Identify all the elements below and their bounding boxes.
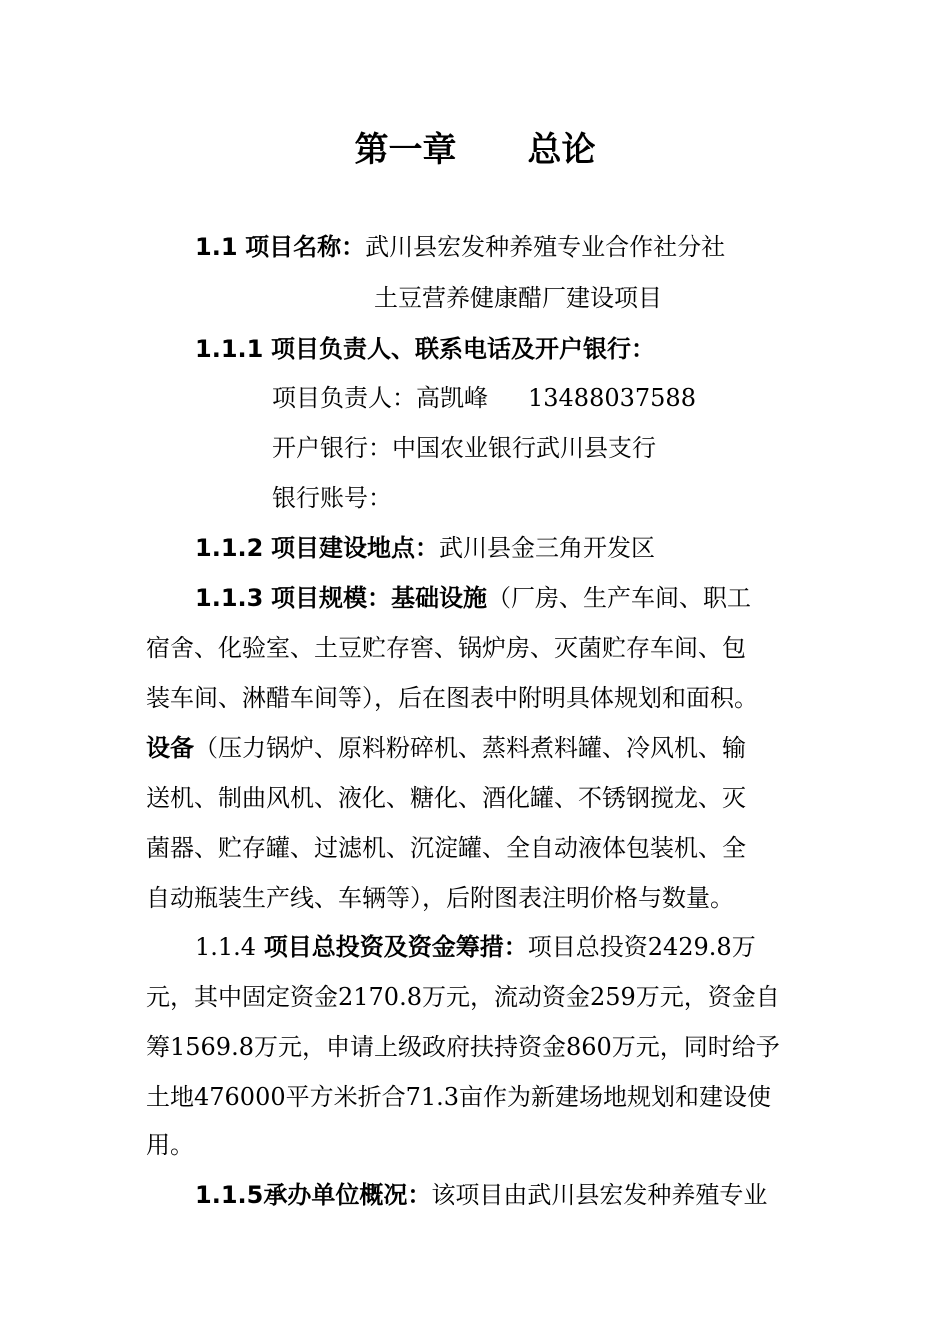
section-1-1-3-line-1 <box>195 581 751 615</box>
section-1-1-1-heading <box>195 332 655 366</box>
section-1-1-4-line-2: 元，其中固定资金2170.8万元，流动资金259万元，资金自 <box>146 983 780 1011</box>
person-in-charge-line <box>272 381 696 415</box>
section-1-1-line-2: 土豆营养健康醋厂建设项目 <box>374 284 662 312</box>
section-1-1-4-number: 1.1.4 <box>195 933 257 961</box>
section-1-1-2-value: 武川县金三角开发区 <box>438 534 655 562</box>
section-1-1-2-label: 项目建设地点： <box>270 534 439 562</box>
chapter-title: 第一章 总论 <box>354 130 596 170</box>
section-1-1-label: 项目名称： <box>245 233 366 261</box>
section-1-1-line-1 <box>195 230 725 264</box>
section-1-1-2-line <box>195 531 655 565</box>
section-1-1-3-line-2: 宿舍、化验室、土豆贮存窖、锅炉房、灭菌贮存车间、包 <box>146 634 746 662</box>
section-1-1-5-label: 承办单位概况： <box>263 1181 432 1209</box>
section-1-1-4-line-5: 用。 <box>146 1131 194 1159</box>
bank-account-line: 银行账号： <box>272 484 392 512</box>
section-1-1-3-line-5: 送机、制曲风机、液化、糖化、酒化罐、不锈钢搅龙、灭 <box>146 784 746 812</box>
person-label: 项目负责人： <box>272 384 416 412</box>
phone-number: 13488037588 <box>528 384 696 412</box>
section-1-1-3-line-3: 装车间、淋醋车间等），后在图表中附明具体规划和面积。 <box>146 684 758 712</box>
section-1-1-4-line-3: 筹1569.8万元，申请上级政府扶持资金860万元，同时给予 <box>146 1033 780 1061</box>
infrastructure-label: 基础设施 <box>390 584 487 612</box>
section-1-1-4-line-4: 土地476000平方米折合71.3亩作为新建场地规划和建设使 <box>146 1083 772 1111</box>
section-1-1-5-number: 1.1.5 <box>195 1181 264 1209</box>
section-1-1-4-text-1: 项目总投资2429.8万 <box>527 933 756 961</box>
section-1-1-3-text-1: （厂房、生产车间、职工 <box>486 584 751 612</box>
section-1-1-3-text-4: （压力锅炉、原料粉碎机、蒸料煮料罐、冷风机、输 <box>194 734 746 762</box>
section-1-1-3-line-4 <box>146 731 746 765</box>
bank-name: 中国农业银行武川县支行 <box>392 434 656 462</box>
bank-line <box>272 431 656 465</box>
section-1-1-3-line-6: 菌器、贮存罐、过滤机、沉淀罐、全自动液体包装机、全 <box>146 834 746 862</box>
section-1-1-4-line-1 <box>195 930 756 964</box>
section-1-1-1-number: 1.1.1 <box>195 335 264 363</box>
section-1-1-1-label: 项目负责人、联系电话及开户银行： <box>270 335 655 363</box>
person-name: 高凯峰 <box>416 384 488 412</box>
section-1-1-3-line-7: 自动瓶装生产线、车辆等），后附图表注明价格与数量。 <box>146 884 734 912</box>
equipment-label: 设备 <box>146 734 194 762</box>
section-1-1-4-label: 项目总投资及资金筹措： <box>263 933 528 961</box>
section-1-1-5-line-1 <box>195 1178 767 1212</box>
section-1-1-3-number: 1.1.3 <box>195 584 264 612</box>
section-1-1-5-text-1: 该项目由武川县宏发种养殖专业 <box>431 1181 768 1209</box>
bank-label: 开户银行： <box>272 434 392 462</box>
section-1-1-2-number: 1.1.2 <box>195 534 264 562</box>
section-1-1-3-label: 项目规模： <box>270 584 391 612</box>
section-1-1-number: 1.1 <box>195 233 238 261</box>
section-1-1-value: 武川县宏发种养殖专业合作社分社 <box>365 233 726 261</box>
